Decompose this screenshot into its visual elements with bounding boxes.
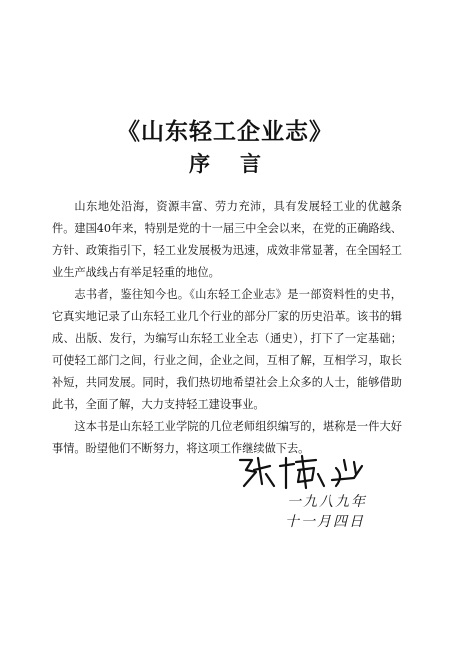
preface-heading: 序言 [189,151,291,176]
paragraph-3: 这本书是山东轻工业学院的几位老师组织编写的，堪称是一件大好事情。盼望他们不断努力，将这项工作继续做下去。 [52,420,402,455]
preface-body [52,196,402,460]
signature-date-day: 十一月四日 [285,514,365,530]
handwritten-signature [232,452,382,492]
paragraph-1: 山东地处沿海，资源丰富、劳力充沛，具有发展轻工业的优越条件。建国40年来，特别是党的十一届三中全会以来，在党的正确路线、方针、政策指引下，轻工业发展极为迅速，成效非常显著，在全国轻工业生产战线占有举足轻重的地位。 [52,200,402,279]
book-title: 《山东轻工企业志》 [117,118,333,145]
signature-date-year: 一九八九年 [287,494,367,510]
signature-graphic [232,452,382,492]
paragraph-2: 志书者，鉴往知今也。《山东轻工企业志》是一部资料性的史书，它真实地记录了山东轻工业几个行业的部分厂家的历史沿革。该书的辑成、出版、发行，为编写山东轻工业全志（通史），打下了一定基础；可使轻工部门之间，行业之间，企业之间，互相了解，互相学习，取长补短，共同发展。同时，我们热切地希望社会上众多的人士，能够借助此书，全面了解，大力支持轻工建设事业。 [52,288,402,411]
